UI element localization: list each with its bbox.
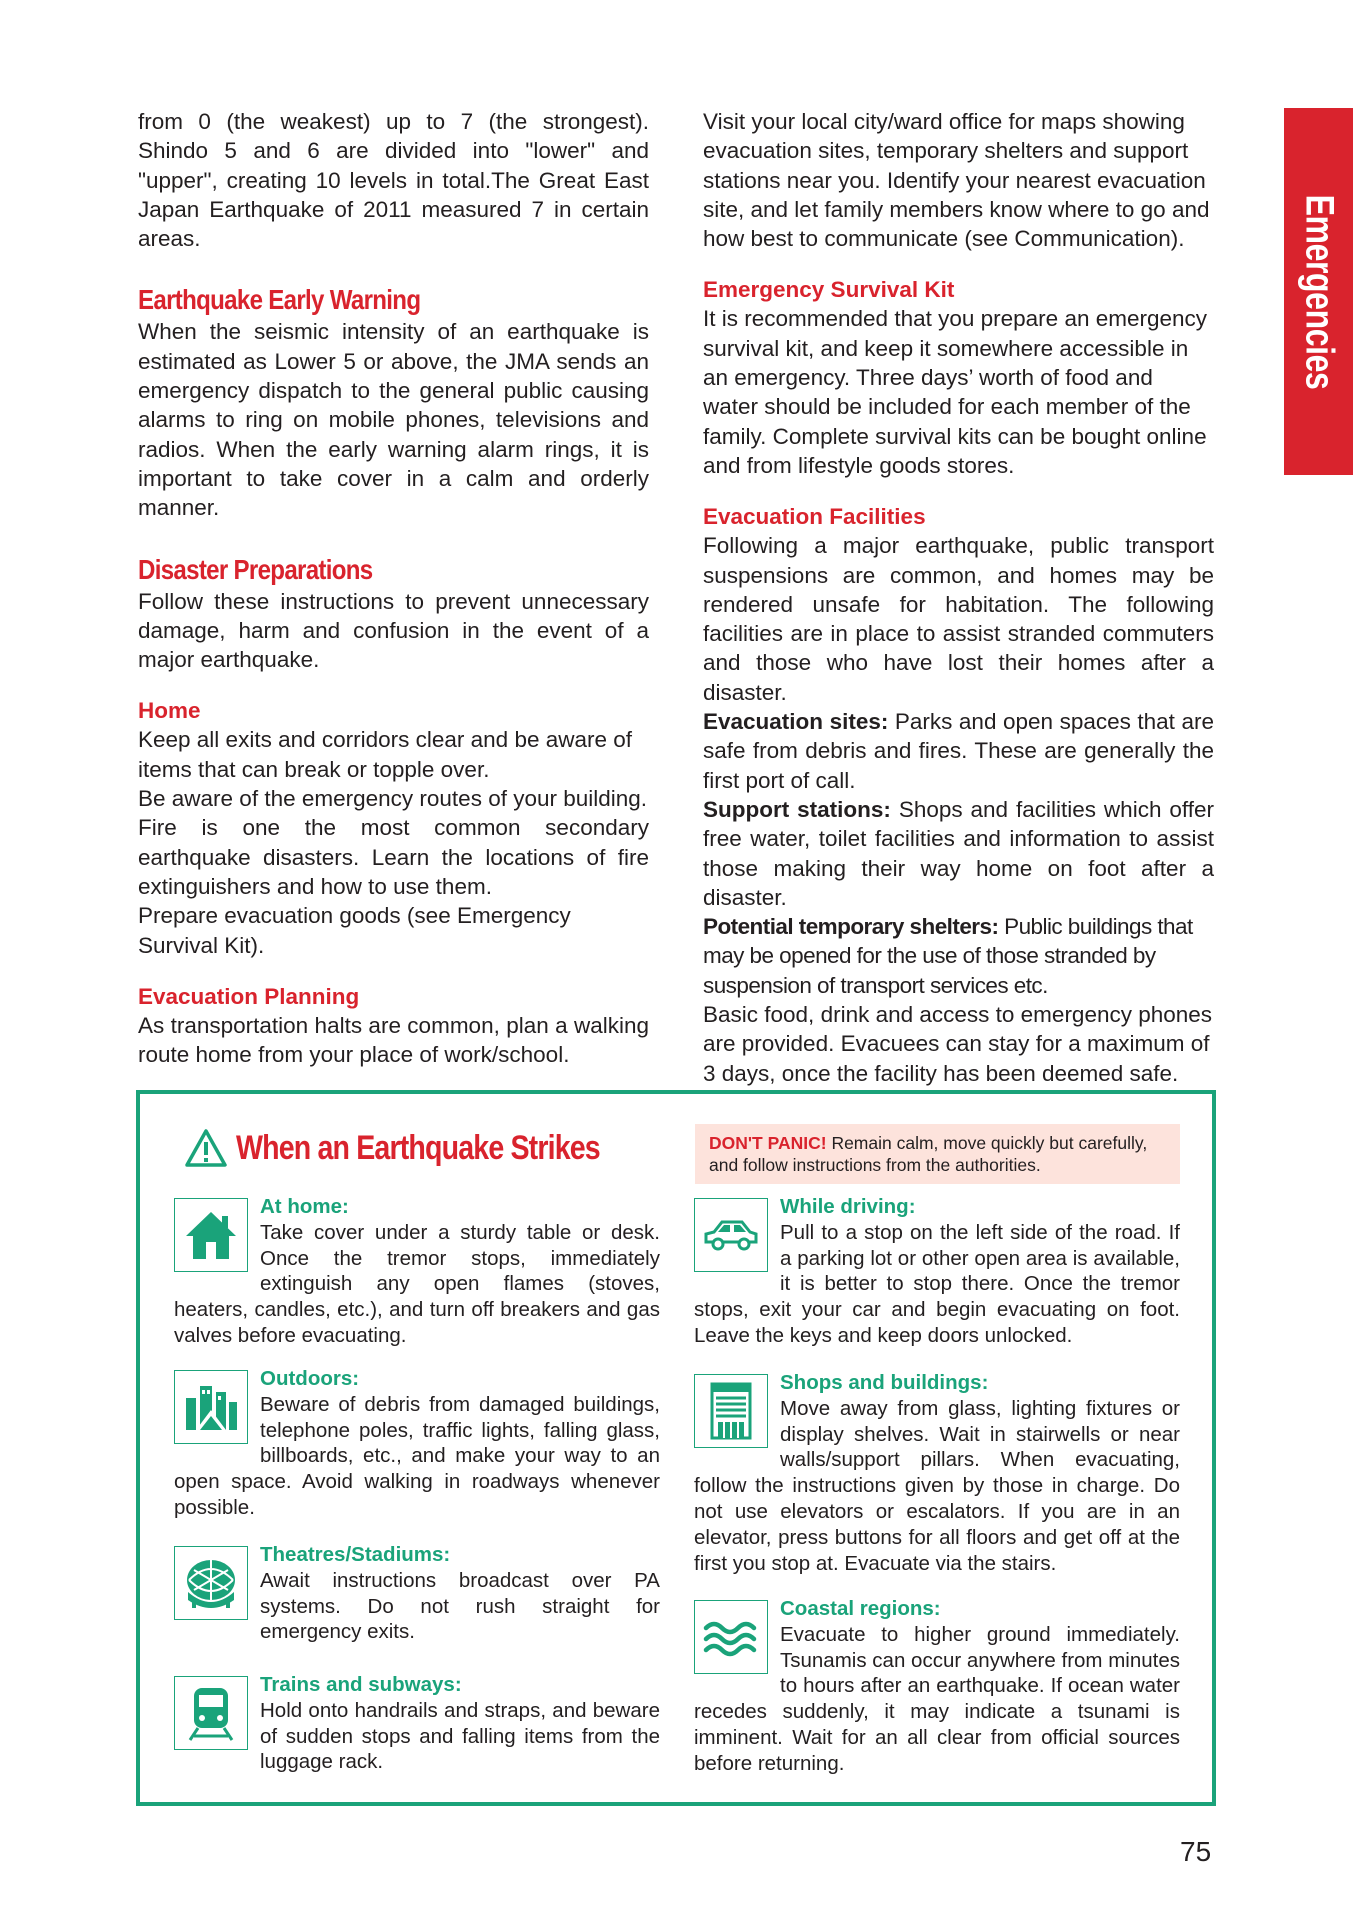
home-line: Be aware of the emergency routes of your building. (138, 786, 648, 812)
waves-icon (694, 1600, 768, 1674)
preparations-body: Follow these instructions to prevent unnecessary damage, harm and confusion in the event of a major earthquake. (138, 588, 649, 673)
intro-paragraph: from 0 (the weakest) up to 7 (the strongest). Shindo 5 and 6 are divided into "lower" and "upper", creating 10 levels in total.The Great East Japan Earthquake of 2011 measured 7 in certain areas. (138, 109, 649, 252)
shelters-text: Public buildings that may be opened for the use of those stranded by suspension of transport services etc. (703, 914, 1193, 998)
side-tab-label: Emergencies (1297, 194, 1341, 389)
support-stations-paragraph (703, 795, 1214, 912)
page-number: 75 (1180, 1836, 1212, 1867)
entry-trains (174, 1672, 660, 1775)
home-line: Prepare evacuation goods (see Emergency Survival Kit). (138, 903, 571, 958)
entry-text: Evacuate to higher ground immediately. Tsunamis can occur anywhere from minutes to hours after an earthquake. If ocean water recedes suddenly, it may indicate a tsunami is imminent. Wait for an all clear from official sources before returning. (694, 1622, 1180, 1775)
box-title-text: When an Earthquake Strikes (236, 1128, 600, 1167)
shelters-paragraph (703, 912, 1214, 1000)
shelters-label: Potential temporary shelters: (703, 914, 999, 940)
preparations-heading: Disaster Preparations (138, 553, 373, 585)
train-icon (174, 1676, 248, 1750)
survival-kit-heading: Emergency Survival Kit (703, 277, 955, 303)
entry-text: Pull to a stop on the left side of the road. If a parking lot or other open area is available, it is better to stop there. Once the tremor stops, exit your car and begin evacuating on foot. Leave the keys and keep doors unlocked. (694, 1220, 1180, 1347)
city-buildings-icon (174, 1370, 248, 1444)
entry-text: Beware of debris from damaged buildings, telephone poles, traffic lights, falling glass, billboards, etc., and make your way to an open space. Avoid walking in roadways whenever possible. (174, 1392, 660, 1519)
home-line: Keep all exits and corridors clear and be aware of items that can break or topple over. (138, 727, 633, 782)
support-stations-label: Support stations: (703, 796, 891, 822)
home-heading: Home (138, 698, 201, 724)
entry-text: Await instructions broadcast over PA systems. Do not rush straight for emergency exits. (260, 1568, 660, 1644)
entry-shops (694, 1370, 1180, 1576)
entry-title: Outdoors: (260, 1367, 360, 1390)
house-icon (174, 1198, 248, 1272)
right-intro-paragraph: Visit your local city/ward office for maps showing evacuation sites, temporary shelters and support stations near you. Identify your nearest evacuation site, and let family members know where to go and how best to communicate (see Communication). (703, 109, 1210, 252)
box-title (184, 1128, 669, 1168)
entry-text: Take cover under a sturdy table or desk. Once the tremor stops, immediately extinguish any open flames (stoves, heaters, candles, etc.), and turn off breakers and gas valves before evacuating. (174, 1220, 660, 1347)
entry-driving (694, 1194, 1180, 1349)
stadium-icon (174, 1546, 248, 1620)
early-warning-heading: Earthquake Early Warning (138, 284, 421, 316)
evac-planning-body: As transportation halts are common, plan a walking route home from your place of work/school. (138, 1012, 649, 1068)
left-column (138, 107, 649, 1069)
entry-title: Shops and buildings: (780, 1371, 989, 1394)
survival-kit-body: It is recommended that you prepare an emergency survival kit, and keep it somewhere accessible in an emergency. Three days’ worth of food and water should be included for each member of the family. Complete survival kits can be bought online and from lifestyle goods stores. (703, 306, 1208, 478)
warning-triangle-icon (184, 1128, 228, 1168)
facilities-closing: Basic food, drink and access to emergency phones are provided. Evacuees can stay for a maximum of 3 days, once the facility has been deemed safe. (703, 1002, 1213, 1086)
support-stations-text: Shops and facilities which offer free water, toilet facilities and information to assist those making their way home on foot after a disaster. (703, 796, 1214, 910)
emergencies-side-tab (1284, 108, 1353, 475)
entry-title: Trains and subways: (260, 1673, 462, 1696)
car-icon (694, 1198, 768, 1272)
earthquake-strikes-box (136, 1090, 1216, 1806)
entry-theatres (174, 1542, 660, 1645)
evac-sites-text: Parks and open spaces that are safe from debris and fires. These are generally the first port of call. (703, 709, 1214, 793)
entry-title: While driving: (780, 1195, 916, 1218)
facilities-body: Following a major earthquake, public transport suspensions are common, and homes may be rendered unsafe for habitation. The following facilities are in place to assist stranded commuters and those who have lost their homes after a disaster. (703, 533, 1214, 705)
notice-text: Remain calm, move quickly but carefully, and follow instructions from the authorities. (709, 1133, 1148, 1175)
entry-title: Theatres/Stadiums: (260, 1543, 451, 1566)
department-store-icon (694, 1374, 768, 1448)
entry-text: Hold onto handrails and straps, and beware of sudden stops and falling items from the luggage rack. (260, 1698, 660, 1774)
entry-title: At home: (260, 1195, 349, 1218)
facilities-heading: Evacuation Facilities (703, 504, 926, 530)
entry-outdoors (174, 1366, 660, 1521)
entry-coastal (694, 1596, 1180, 1777)
right-column (703, 107, 1214, 1088)
early-warning-body: When the seismic intensity of an earthquake is estimated as Lower 5 or above, the JMA sends an emergency dispatch to the general public causing alarms to ring on mobile phones, televisions and radios. When the early warning alarm rings, it is important to take cover in a calm and orderly manner. (138, 319, 649, 521)
evac-sites-paragraph (703, 707, 1214, 795)
entry-title: Coastal regions: (780, 1597, 941, 1620)
home-line: Fire is one the most common secondary earthquake disasters. Learn the locations of fire extinguishers and how to use them. (138, 815, 649, 899)
evac-sites-label: Evacuation sites: (703, 709, 889, 735)
entry-text: Move away from glass, lighting fixtures or display shelves. Wait in stairwells or near walls/support pillars. When evacuating, follow the instructions given by those in charge. Do not use elevators or escalators. If you are in an elevator, press buttons for all floors and get off at the first you stop at. Evacuate via the stairs. (694, 1396, 1180, 1575)
notice-label: DON'T PANIC! (709, 1133, 827, 1153)
evac-planning-heading: Evacuation Planning (138, 983, 360, 1009)
dont-panic-notice (695, 1124, 1180, 1184)
entry-at-home (174, 1194, 660, 1349)
